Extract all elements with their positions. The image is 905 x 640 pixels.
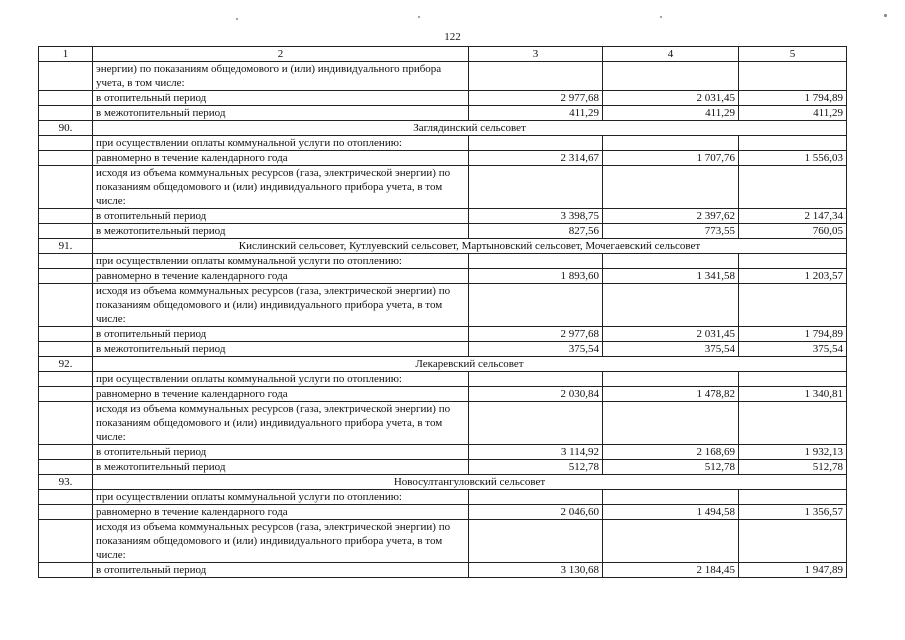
value-col4: 773,55 [603, 224, 739, 239]
row-description: при осуществлении оплаты коммунальной услуги по отоплению: [93, 490, 469, 505]
row-number-cell [39, 136, 93, 151]
table-row [39, 91, 847, 106]
table-row [39, 342, 847, 357]
row-number-cell [39, 151, 93, 166]
column-header: 3 [469, 47, 603, 62]
value-col3 [469, 254, 603, 269]
section-row [39, 475, 847, 490]
value-col3 [469, 166, 603, 209]
column-header: 5 [739, 47, 847, 62]
value-col3: 2 314,67 [469, 151, 603, 166]
row-description: исходя из объема коммунальных ресурсов (газа, электрической энергии) по показаниям общедомового и (или) индивидуального прибора учета, в том числе: [93, 402, 469, 445]
row-number-cell [39, 342, 93, 357]
table-row [39, 106, 847, 121]
value-col3 [469, 490, 603, 505]
value-col4: 2 031,45 [603, 91, 739, 106]
section-number: 91. [39, 239, 93, 254]
tariff-table [38, 46, 847, 578]
row-number-cell [39, 460, 93, 475]
value-col4: 2 397,62 [603, 209, 739, 224]
row-description: исходя из объема коммунальных ресурсов (газа, электрической энергии) по показаниям общедомового и (или) индивидуального прибора учета, в том числе: [93, 284, 469, 327]
section-title: Кислинский сельсовет, Кутлуевский сельсовет, Мартыновский сельсовет, Мочегаевский сельсовет [93, 239, 847, 254]
value-col5: 2 147,34 [739, 209, 847, 224]
value-col3: 3 114,92 [469, 445, 603, 460]
value-col5: 411,29 [739, 106, 847, 121]
section-row [39, 121, 847, 136]
row-number-cell [39, 563, 93, 578]
value-col5: 1 340,81 [739, 387, 847, 402]
value-col4: 2 031,45 [603, 327, 739, 342]
section-row [39, 357, 847, 372]
scan-speck [236, 18, 238, 20]
value-col3: 2 030,84 [469, 387, 603, 402]
value-col3: 375,54 [469, 342, 603, 357]
value-col5: 1 556,03 [739, 151, 847, 166]
table-row [39, 490, 847, 505]
section-title: Заглядинский сельсовет [93, 121, 847, 136]
value-col5 [739, 254, 847, 269]
table-row [39, 62, 847, 91]
row-number-cell [39, 284, 93, 327]
value-col4: 512,78 [603, 460, 739, 475]
table-row [39, 151, 847, 166]
value-col5: 375,54 [739, 342, 847, 357]
value-col3: 411,29 [469, 106, 603, 121]
row-number-cell [39, 372, 93, 387]
value-col4 [603, 402, 739, 445]
section-number: 90. [39, 121, 93, 136]
value-col5 [739, 136, 847, 151]
value-col5 [739, 166, 847, 209]
row-number-cell [39, 327, 93, 342]
table-body [39, 62, 847, 578]
value-col5 [739, 402, 847, 445]
row-number-cell [39, 445, 93, 460]
value-col4: 411,29 [603, 106, 739, 121]
row-number-cell [39, 224, 93, 239]
table-row [39, 387, 847, 402]
row-number-cell [39, 91, 93, 106]
value-col3: 3 398,75 [469, 209, 603, 224]
table-row [39, 269, 847, 284]
row-description: исходя из объема коммунальных ресурсов (газа, электрической энергии) по показаниям общедомового и (или) индивидуального прибора учета, в том числе: [93, 166, 469, 209]
table-row [39, 136, 847, 151]
value-col5: 1 794,89 [739, 91, 847, 106]
value-col3 [469, 372, 603, 387]
value-col3: 3 130,68 [469, 563, 603, 578]
table-row [39, 327, 847, 342]
value-col5: 760,05 [739, 224, 847, 239]
row-description: равномерно в течение календарного года [93, 505, 469, 520]
row-number-cell [39, 269, 93, 284]
row-number-cell [39, 62, 93, 91]
row-number-cell [39, 505, 93, 520]
row-number-cell [39, 387, 93, 402]
section-title: Новосултангуловский сельсовет [93, 475, 847, 490]
value-col4 [603, 372, 739, 387]
value-col4 [603, 254, 739, 269]
value-col4 [603, 136, 739, 151]
row-description: равномерно в течение календарного года [93, 387, 469, 402]
value-col3: 827,56 [469, 224, 603, 239]
table-row [39, 372, 847, 387]
row-description: при осуществлении оплаты коммунальной услуги по отоплению: [93, 136, 469, 151]
value-col5: 1 947,89 [739, 563, 847, 578]
value-col3 [469, 136, 603, 151]
row-description: в отопительный период [93, 209, 469, 224]
row-number-cell [39, 402, 93, 445]
table-row [39, 224, 847, 239]
value-col3 [469, 402, 603, 445]
value-col5: 1 932,13 [739, 445, 847, 460]
table-row [39, 520, 847, 563]
row-description: исходя из объема коммунальных ресурсов (газа, электрической энергии) по показаниям общедомового и (или) индивидуального прибора учета, в том числе: [93, 520, 469, 563]
section-number: 92. [39, 357, 93, 372]
value-col5: 1 794,89 [739, 327, 847, 342]
value-col3: 2 977,68 [469, 327, 603, 342]
row-description: в отопительный период [93, 445, 469, 460]
scan-speck [418, 16, 420, 18]
value-col4 [603, 520, 739, 563]
value-col4: 2 184,45 [603, 563, 739, 578]
section-number: 93. [39, 475, 93, 490]
table-row [39, 563, 847, 578]
scan-speck [884, 14, 887, 17]
row-description: в межотопительный период [93, 106, 469, 121]
table-row [39, 254, 847, 269]
table-row [39, 284, 847, 327]
table-row [39, 460, 847, 475]
value-col4: 1 494,58 [603, 505, 739, 520]
table-row [39, 209, 847, 224]
value-col3 [469, 520, 603, 563]
value-col5 [739, 490, 847, 505]
table-row [39, 505, 847, 520]
value-col5: 1 356,57 [739, 505, 847, 520]
row-description: при осуществлении оплаты коммунальной услуги по отоплению: [93, 254, 469, 269]
table-header-row [39, 47, 847, 62]
row-description: в межотопительный период [93, 342, 469, 357]
value-col4: 1 478,82 [603, 387, 739, 402]
value-col3: 2 046,60 [469, 505, 603, 520]
row-number-cell [39, 254, 93, 269]
row-number-cell [39, 106, 93, 121]
row-description: в межотопительный период [93, 224, 469, 239]
row-description: равномерно в течение календарного года [93, 151, 469, 166]
page-number: 122 [444, 31, 461, 43]
value-col5: 1 203,57 [739, 269, 847, 284]
value-col5 [739, 520, 847, 563]
row-description: в отопительный период [93, 91, 469, 106]
column-header: 4 [603, 47, 739, 62]
scan-speck [660, 16, 662, 18]
value-col4 [603, 490, 739, 505]
row-description: в межотопительный период [93, 460, 469, 475]
value-col4 [603, 284, 739, 327]
row-number-cell [39, 520, 93, 563]
table-row [39, 445, 847, 460]
value-col4: 1 707,76 [603, 151, 739, 166]
value-col4 [603, 166, 739, 209]
value-col3: 2 977,68 [469, 91, 603, 106]
table-row [39, 166, 847, 209]
table-row [39, 402, 847, 445]
value-col5 [739, 372, 847, 387]
column-header: 1 [39, 47, 93, 62]
value-col4: 2 168,69 [603, 445, 739, 460]
value-col3: 1 893,60 [469, 269, 603, 284]
row-description: в отопительный период [93, 327, 469, 342]
value-col5 [739, 62, 847, 91]
section-title: Лекаревский сельсовет [93, 357, 847, 372]
value-col3 [469, 62, 603, 91]
value-col3: 512,78 [469, 460, 603, 475]
row-number-cell [39, 490, 93, 505]
row-number-cell [39, 209, 93, 224]
value-col3 [469, 284, 603, 327]
row-number-cell [39, 166, 93, 209]
column-header: 2 [93, 47, 469, 62]
row-description: в отопительный период [93, 563, 469, 578]
row-description: при осуществлении оплаты коммунальной услуги по отоплению: [93, 372, 469, 387]
row-description: энергии) по показаниям общедомового и (или) индивидуального прибора учета, в том числе: [93, 62, 469, 91]
section-row [39, 239, 847, 254]
value-col4: 1 341,58 [603, 269, 739, 284]
value-col4: 375,54 [603, 342, 739, 357]
value-col5: 512,78 [739, 460, 847, 475]
value-col4 [603, 62, 739, 91]
row-description: равномерно в течение календарного года [93, 269, 469, 284]
value-col5 [739, 284, 847, 327]
